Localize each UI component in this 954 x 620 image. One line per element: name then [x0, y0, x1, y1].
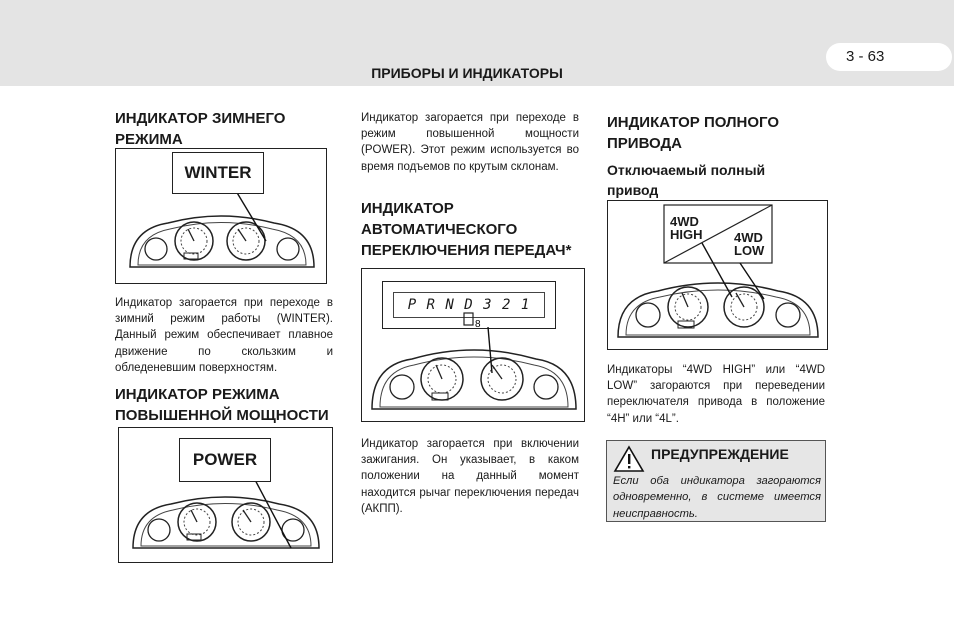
power-label: POWER [179, 438, 271, 482]
paragraph-power: Индикатор загорается при переходе в режим повышенной мощности (POWER). Этот режим используется во время подъемов по крутым склонам. [361, 112, 579, 173]
4wd-high-label: 4WD HIGH [670, 214, 703, 242]
page-number: 3 - 63 [826, 43, 952, 71]
4wd-low-label: 4WD LOW [734, 230, 765, 258]
svg-text:8: 8 [475, 319, 481, 330]
gear-indicator-text: P R N D 3 2 1 [393, 292, 545, 318]
section-title: ПРИБОРЫ И ИНДИКАТОРЫ [371, 65, 563, 81]
paragraph-4wd: Индикаторы “4WD HIGH” или “4WD LOW” загораются при переведении переключателя привода в положение “4H” или “4L”. [607, 364, 825, 425]
gear-figure [361, 268, 585, 422]
dashboard-illustration [362, 269, 584, 421]
power-figure [118, 427, 333, 563]
winter-figure [115, 148, 327, 284]
subheading-4wd: Отключаемый полный привод [607, 162, 766, 198]
heading-auto-gear: ИНДИКАТОР АВТОМАТИЧЕСКОГО ПЕРЕКЛЮЧЕНИЯ ПЕРЕДАЧ* [361, 200, 572, 259]
warning-text: Если оба индикатора загораются одновременно, в системе имеется неисправность. [613, 475, 821, 520]
4wd-figure [607, 200, 828, 350]
heading-power: ИНДИКАТОР РЕЖИМА ПОВЫШЕННОЙ МОЩНОСТИ [115, 386, 329, 424]
paragraph-winter: Индикатор загорается при переходе в зимний режим работы (WINTER). Данный режим обеспечивает плавное движение по скользким и обледеневшим поверхностям. [115, 297, 333, 374]
warning-box [606, 440, 826, 522]
heading-4wd: ИНДИКАТОР ПОЛНОГО ПРИВОДА [607, 114, 780, 152]
winter-label: WINTER [172, 152, 264, 194]
warning-title: ПРЕДУПРЕЖДЕНИЕ [651, 446, 789, 462]
heading-winter: ИНДИКАТОР ЗИМНЕГО РЕЖИМА [115, 110, 286, 148]
paragraph-auto-gear: Индикатор загорается при включении зажигания. Он указывает, в каком положении на данный момент находится рычаг переключения передач (АКПП). [361, 438, 579, 515]
